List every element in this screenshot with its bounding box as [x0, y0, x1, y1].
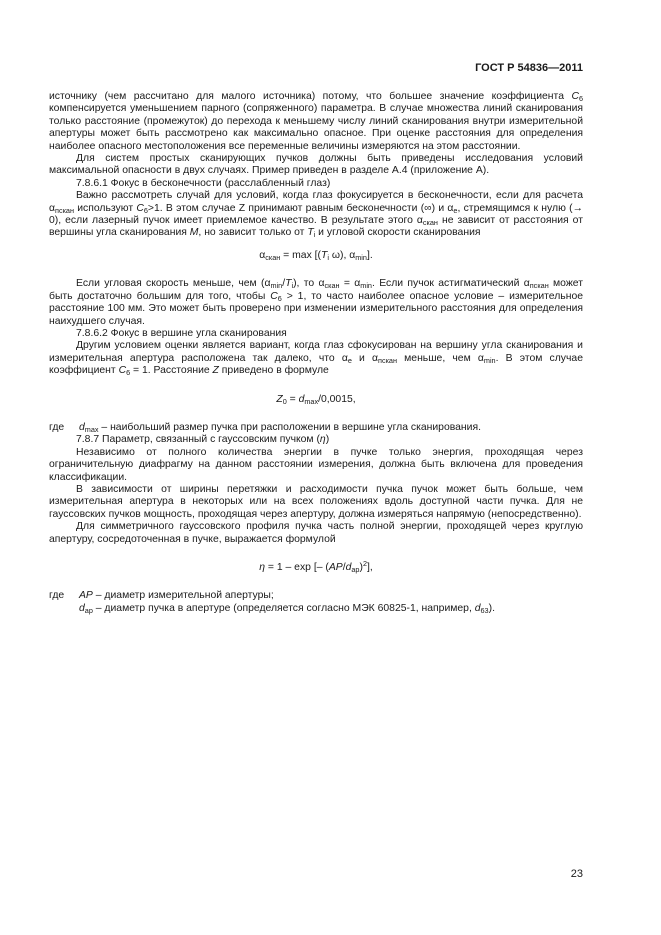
- section-heading: 7.8.6.2 Фокус в вершине угла сканирования: [76, 327, 287, 339]
- paragraph: Если угловая скорость меньше, чем $(\alpha_{min}/T_i)$, то $\alpha_{скан} = \alpha_{min}$. Если пучок астигматический $\alpha_{пскан}$ может быть достаточно большим для того, чтобы $C_6 > 1$, то часто наиболее опасное условие – измерительное расстояние 100 мм. Это может быть проверено при изменении измерительного расстояния для определения наихудшего случая.: [49, 278, 583, 327]
- paragraph: источнику (чем рассчитано для малого источника) потому, что большее значение коэффициента $C_6$ компенсируется уменьшением парного (сопряженного) параметра. В случае множества линий сканирования только расстояние (промежуток) до перехода к меньшему числу линий сканирования внутри измерительной апертуры может быть рассмотрено как максимально опасное. При оценке расстояния для определения наиболее опасного местоположения все переменные величины измеряются на этом расстоянии.: [49, 91, 583, 152]
- paragraph: Для систем простых сканирующих пучков должны быть приведены исследования условий максимальной опасности в двух случаях. Пример приведен в разделе А.4 (приложение А).: [49, 153, 583, 177]
- where-clause: [49, 603, 583, 615]
- document-body: [49, 91, 583, 615]
- where-label: где: [49, 421, 65, 433]
- where-clause: [49, 422, 583, 434]
- formula: $\alpha_{скан} = \max [(T_i$ ω), $\alpha_{min}$].: [259, 249, 373, 262]
- where-label: где: [49, 590, 65, 602]
- paragraph: Для симметричного гауссовского профиля пучка часть полной энергии, проходящей через круглую апертуру, сосредоточенная в пучке, выражается формулой: [49, 521, 583, 545]
- page-number: 23: [570, 867, 583, 880]
- section-heading: 7.8.6.1 Фокус в бесконечности (расслабленный глаз): [76, 177, 331, 189]
- paragraph: Другим условием оценки является вариант, когда глаз сфокусирован на вершину угла сканирования и измерительная апертура расположена так далеко, что $\alpha_е$ и $\alpha_{пскан}$ меньше, чем $\alpha_{min}$. В этом случае коэффициент $C_6 = 1$. Расстояние Z приведено в формуле: [49, 340, 583, 378]
- where-definition: $d_{ap}$ – диаметр пучка в апертуре (определяется согласно МЭК 60825-1, например, $d_{63}$).: [79, 602, 495, 615]
- formula: $Z_0 = d_{max}/0,0015$,: [276, 393, 356, 406]
- paragraph: Важно рассмотреть случай для условий, когда глаз фокусируется в бесконечности, если для расчета $\alpha_{пскан}$ используют $C_6>1$. В этом случае Z принимают равным бесконечности (∞) и $\alpha_е$, стремящимся к нулю (→ 0), если лазерный пучок имеет приемлемое качество. В результате этого $\alpha_{скан}$ не зависит от расстояния от вершины угла сканирования M, но зависит только от $T_i$ и угловой скорости сканирования: [49, 190, 583, 240]
- formula: η = 1 – exp [– $(AP/d_{ap})^2$],: [259, 559, 373, 574]
- section-heading: 7.8.7 Параметр, связанный с гауссовским пучком (η): [76, 434, 330, 446]
- standard-header: ГОСТ Р 54836—2011: [475, 62, 583, 74]
- where-definition: AP – диаметр измерительной апертуры;: [79, 590, 274, 602]
- where-clause: [49, 590, 583, 602]
- where-definition: $d_{max}$ – наибольший размер пучка при расположении в вершине угла сканирования.: [79, 421, 481, 434]
- paragraph: Независимо от полного количества энергии в пучке только энергия, проходящая через ограничительную диафрагму на данном расстоянии измерения, должна быть включена для проведения классификации.: [49, 446, 583, 483]
- paragraph: В зависимости от ширины перетяжки и расходимости пучка пучок может быть больше, чем измерительная апертура в некоторых или на всех положениях вдоль доступной части пучка. Для не гауссовских пучков мощность, проходящая через апертуру, должна измеряться напрямую (непосредственно).: [49, 483, 583, 520]
